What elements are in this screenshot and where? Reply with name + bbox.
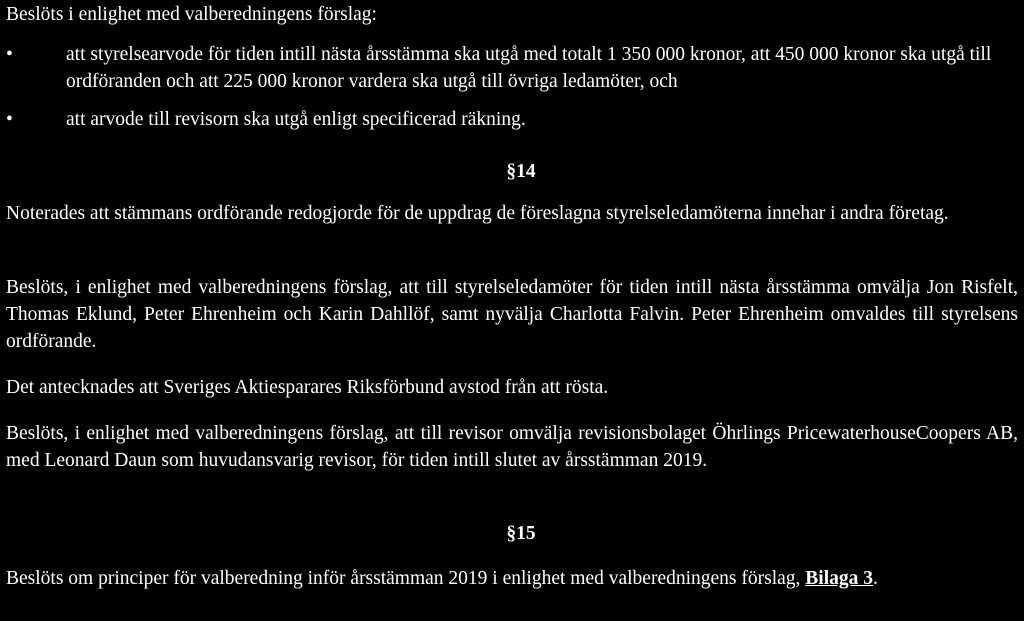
- intro-text: Beslöts i enlighet med valberedningens förslag:: [6, 4, 377, 25]
- section-15-heading: §15: [506, 523, 536, 544]
- resolution-list: [6, 41, 1018, 133]
- section-14-paragraph-1: Noterades att stämmans ordförande redogjorde för de uppdrag de föreslagna styrelseledamöterna innehar i andra företag.: [6, 203, 949, 224]
- section-15-paragraph-end: .: [873, 568, 878, 589]
- list-item: [6, 41, 1018, 95]
- section-15-paragraph-1: [6, 565, 1018, 592]
- section-14-paragraph-3: Det antecknades att Sveriges Aktiesparares Riksförbund avstod från att rösta.: [6, 377, 609, 398]
- bullet-text: att styrelsearvode för tiden intill nästa årsstämma ska utgå med totalt 1 350 000 kronor, att 450 000 kronor ska utgå till ordföranden och att 225 000 kronor vardera ska utgå till övriga ledamöter, och: [66, 44, 992, 92]
- section-15-paragraph-text: Beslöts om principer för valberedning inför årsstämman 2019 i enlighet med valberedningens förslag,: [6, 568, 806, 589]
- bullet-symbol: •: [6, 109, 13, 130]
- list-item: [6, 106, 1018, 133]
- bullet-symbol: •: [6, 44, 13, 65]
- section-14-paragraph-4: Beslöts, i enlighet med valberedningens förslag, att till revisor omvälja revisionsbolaget Öhrlings PricewaterhouseCoopers AB, med Leonard Daun som huvudansvarig revisor, för tiden intill slutet av årsstämman 2019.: [6, 423, 1018, 471]
- section-14-paragraph-2: Beslöts, i enlighet med valberedningens förslag, att till styrelseledamöter för tiden intill nästa årsstämma omvälja Jon Risfelt, Thomas Eklund, Peter Ehrenheim och Karin Dahllöf, samt nyvälja Charlotta Falvin. Peter Ehrenheim omvaldes till styrelsens ordförande.: [6, 277, 1018, 352]
- section-14-heading: §14: [506, 161, 536, 182]
- bullet-text: att arvode till revisorn ska utgå enligt specificerad räkning.: [66, 109, 526, 130]
- appendix-reference: Bilaga 3: [805, 568, 874, 589]
